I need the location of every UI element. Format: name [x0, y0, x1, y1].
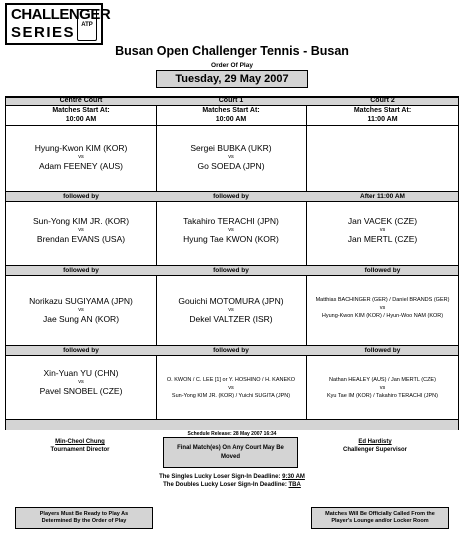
called-from-lounge-note: Matches Will Be Officially Called From the Player's Lounge and/or Locker Room: [311, 507, 449, 529]
player-2: Jae Sung AN (KOR): [42, 314, 120, 324]
vs-label: vs: [78, 227, 84, 233]
followed-by-label: followed by: [364, 267, 401, 274]
match-cell: [156, 296, 306, 325]
player-2: Jan MERTL (CZE): [347, 234, 418, 244]
vs-label: vs: [228, 154, 234, 160]
supervisor-role: Challenger Supervisor: [342, 447, 408, 453]
supervisor-signature: [320, 438, 430, 454]
challenger-series-logo: [5, 3, 111, 45]
match-cell: [6, 143, 156, 172]
match-cell: [306, 216, 459, 245]
player-2: Brendan EVANS (USA): [36, 234, 126, 244]
row-divider: [6, 125, 458, 126]
vs-label: vs: [379, 385, 386, 391]
player-1: Norikazu SUGIYAMA (JPN): [29, 296, 133, 306]
order-of-play-label: Order Of Play: [211, 62, 253, 69]
start-label: Matches Start At:: [353, 107, 412, 114]
director-name: Min-Cheol Chung: [55, 439, 105, 445]
singles-deadline: The Singles Lucky Loser Sign-In Deadline: 9:30 AM: [159, 474, 305, 480]
schedule-grid: [5, 96, 459, 430]
atp-seal-icon: ATP: [77, 9, 97, 41]
vs-label: vs: [78, 154, 84, 160]
player-1: Jan VACEK (CZE): [347, 216, 418, 226]
match-cell: [306, 296, 459, 321]
match-cell: [6, 368, 156, 397]
player-2: Hyung Tae KWON (KOR): [183, 234, 279, 244]
logo-line1: CHALLENGER: [11, 6, 111, 23]
followed-by-label: followed by: [364, 347, 401, 354]
start-label: Matches Start At:: [202, 107, 260, 114]
player-2: Kyu Tae IM (KOR) / Takahiro TERACHI (JPN): [327, 393, 438, 399]
vs-label: vs: [228, 307, 234, 313]
player-2: Pavel SNOBEL (CZE): [39, 386, 123, 396]
player-2: Go SOEDA (JPN): [197, 161, 265, 171]
page-title: Busan Open Challenger Tennis - Busan: [115, 44, 349, 58]
singles-deadline-value: 9:30 AM: [282, 474, 305, 480]
start-time: 10:00 AM: [215, 116, 247, 123]
player-1: Hyung-Kwon KIM (KOR): [34, 143, 128, 153]
schedule-release: Schedule Release: 28 May 2007 16:34: [187, 431, 277, 437]
match-cell: [306, 376, 459, 401]
player-1: Takahiro TERACHI (JPN): [183, 216, 279, 226]
player-1: Sun-Yong KIM JR. (KOR): [32, 216, 130, 226]
followed-by-label: followed by: [63, 267, 99, 274]
player-1: Xin-Yuan YU (CHN): [43, 368, 119, 378]
director-signature: [30, 438, 130, 454]
date-banner: Tuesday, 29 May 2007: [156, 70, 308, 88]
doubles-deadline: The Doubles Lucky Loser Sign-In Deadline: TBA: [163, 482, 301, 488]
match-cell: [6, 296, 156, 325]
followed-by-label: followed by: [213, 267, 249, 274]
followed-by-label: followed by: [213, 347, 249, 354]
followed-by-label: followed by: [63, 347, 99, 354]
vs-label: vs: [379, 305, 386, 311]
logo-line2: SERIES: [11, 24, 76, 41]
player-1: O. KWON / C. LEE [1] or Y. HOSHINO / H. KANEKO: [166, 377, 296, 383]
court-name-centre: Centre Court: [59, 97, 103, 104]
match-cell: [6, 216, 156, 245]
ready-to-play-note: Players Must Be Ready to Play As Determined By the Order of Play: [15, 507, 153, 529]
player-1: Sergei BUBKA (UKR): [190, 143, 272, 153]
player-1: Nathan HEALEY (AUS) / Jan MERTL (CZE): [329, 377, 436, 383]
player-2: Hyung-Kwon KIM (KOR) / Hyun-Woo NAM (KOR): [321, 313, 444, 319]
doubles-deadline-value: TBA: [288, 482, 301, 488]
followed-by-label: followed by: [63, 193, 99, 200]
match-cell: [156, 143, 306, 172]
player-2: Adam FEENEY (AUS): [39, 161, 123, 171]
vs-label: vs: [228, 227, 234, 233]
vs-label: vs: [78, 379, 84, 385]
player-2: Dekel VALTZER (ISR): [189, 314, 273, 324]
bottom-bar: [6, 419, 458, 430]
start-time: 10:00 AM: [65, 116, 97, 123]
final-match-note: Final Match(es) On Any Court May Be Moved: [163, 437, 298, 468]
vs-label: vs: [379, 227, 386, 233]
match-cell: [156, 376, 306, 401]
vs-label: vs: [228, 385, 234, 391]
director-role: Tournament Director: [50, 447, 110, 453]
supervisor-name: Ed Hardisty: [358, 439, 392, 445]
court-name-2: Court 2: [370, 97, 395, 104]
vs-label: vs: [78, 307, 84, 313]
court-name-1: Court 1: [218, 97, 244, 104]
player-1: Gouichi MOTOMURA (JPN): [178, 296, 284, 306]
followed-by-label: followed by: [213, 193, 249, 200]
player-1: Matthias BACHINGER (GER) / Daniel BRANDS (GER): [315, 297, 450, 303]
player-2: Sun-Yong KIM JR. (KOR) / Yuichi SUGITA (JPN): [171, 393, 291, 399]
match-cell: [156, 216, 306, 245]
start-time: 11:00 AM: [367, 116, 398, 123]
after-time-label: After 11:00 AM: [360, 193, 405, 200]
start-label: Matches Start At:: [52, 107, 110, 114]
